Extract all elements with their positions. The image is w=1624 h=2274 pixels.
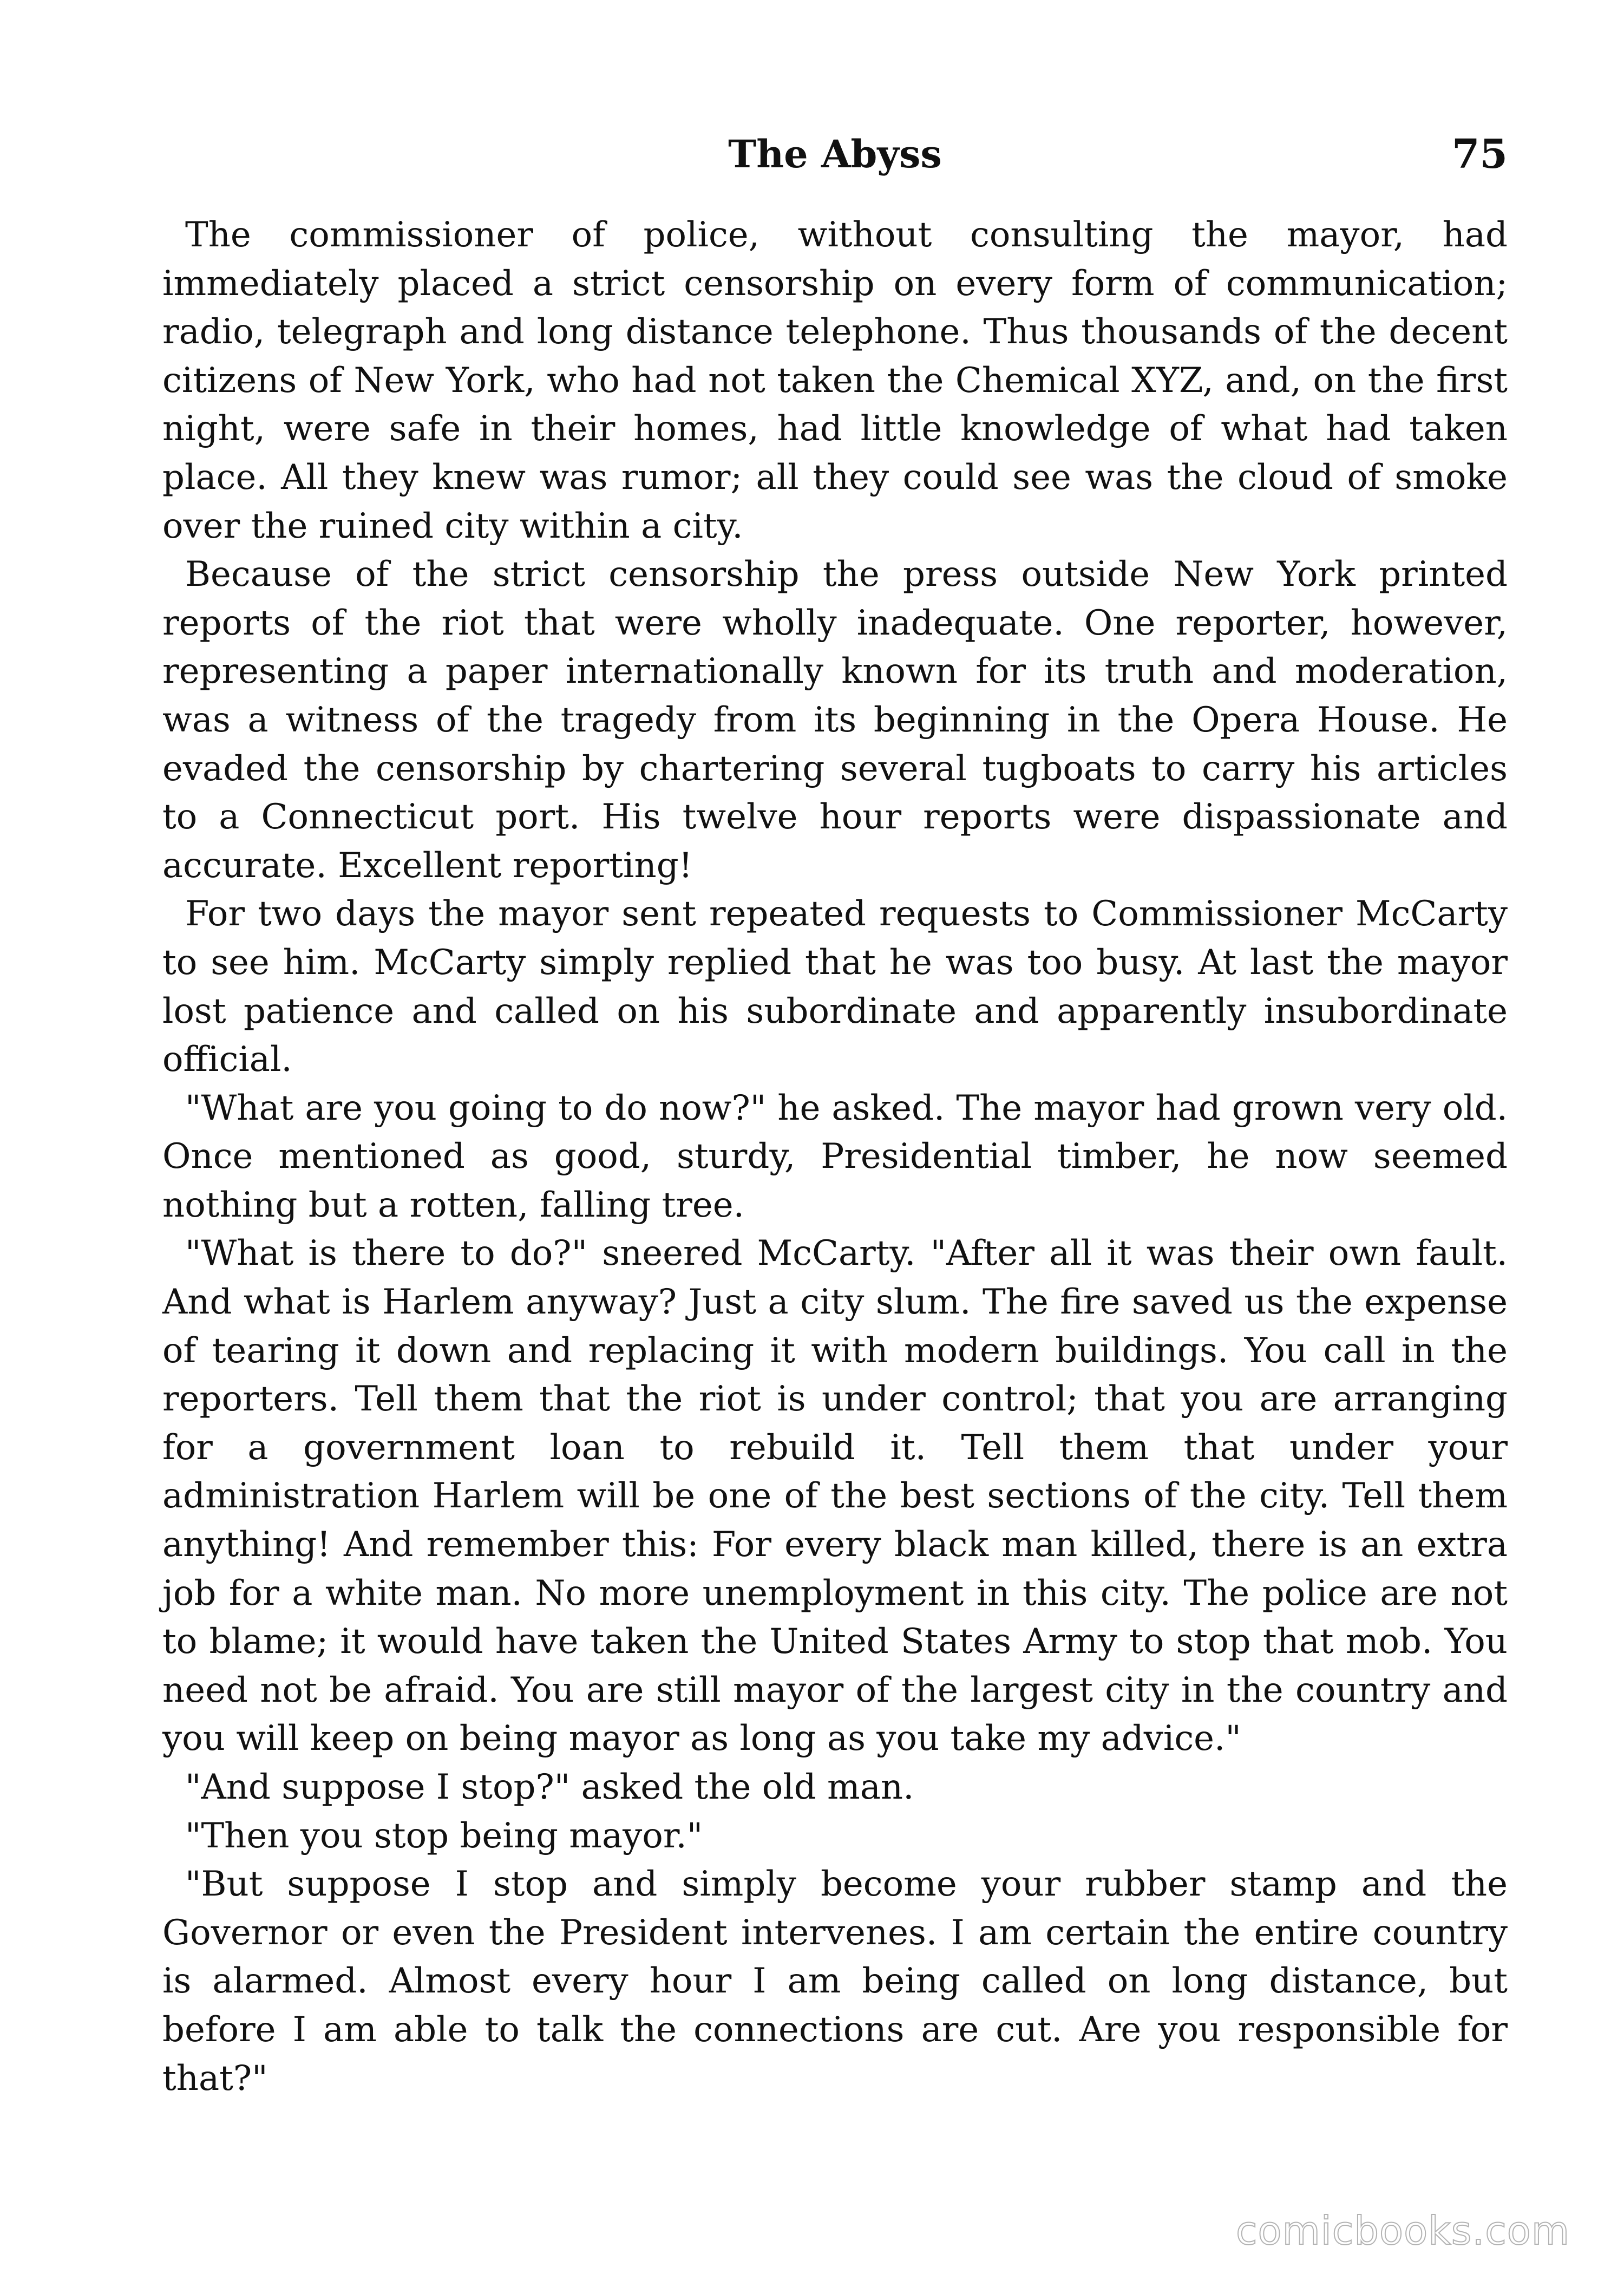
paragraph: "And suppose I stop?" asked the old man. [185, 1767, 914, 1807]
paragraph: Because of the strict censorship the press outside New York printed reports of the riot that were wholly inadequate. One reporter, however, representing a paper internationally known for its truth and moderation, was a witness of the tragedy from its beginning in the Opera House. He evaded the censorship by chartering several tugboats to carry his articles to a Connecticut port. His twelve hour reports were dispassionate and accurate. Excellent reporting! [162, 554, 1508, 886]
running-title: The Abyss [728, 132, 942, 177]
paragraph: The commissioner of police, without consulting the mayor, had immediately placed a strict censorship on every form of communication; radio, telegraph and long distance telephone. Thus thousands of the decent citizens of New York, who had not taken the Chemical XYZ, and, on the first night, were safe in their homes, had little knowledge of what had taken place. All they knew was rumor; all they could see was the cloud of smoke over the ruined city within a city. [162, 215, 1508, 546]
watermark: comicbooks.com [1235, 2208, 1570, 2253]
paragraph: "But suppose I stop and simply become your rubber stamp and the Governor or even the President intervenes. I am certain the entire country is alarmed. Almost every hour I am being called on long distance, but before I am able to talk the connections are cut. Are you responsible for that?" [162, 1864, 1508, 2099]
paragraph: "Then you stop being mayor." [185, 1815, 703, 1856]
page-number: 75 [1452, 131, 1508, 178]
paragraph: "What is there to do?" sneered McCarty. "After all it was their own fault. And what is Harlem anyway? Just a city slum. The fire saved us the expense of tearing it down and replacing it with modern buildings. You call in the reporters. Tell them that the riot is under control; that you are arranging for a government loan to rebuild it. Tell them that under your administration Harlem will be one of the best sections of the city. Tell them anything! And remember this: For every black man killed, there is an extra job for a white man. No more unemployment in this city. The police are not to blame; it would have taken the United States Army to stop that mob. You need not be afraid. You are still mayor of the largest city in the country and you will keep on being mayor as long as you take my advice." [162, 1233, 1508, 1759]
body-text [162, 211, 1508, 2103]
paragraph: "What are you going to do now?" he asked. The mayor had grown very old. Once mentioned as good, sturdy, Presidential timber, he now seemed nothing but a rotten, falling tree. [162, 1088, 1508, 1225]
running-header [162, 127, 1508, 181]
paragraph: For two days the mayor sent repeated requests to Commissioner McCarty to see him. McCarty simply replied that he was too busy. At last the mayor lost patience and called on his subordinate and apparently insubordinate official. [162, 894, 1508, 1080]
